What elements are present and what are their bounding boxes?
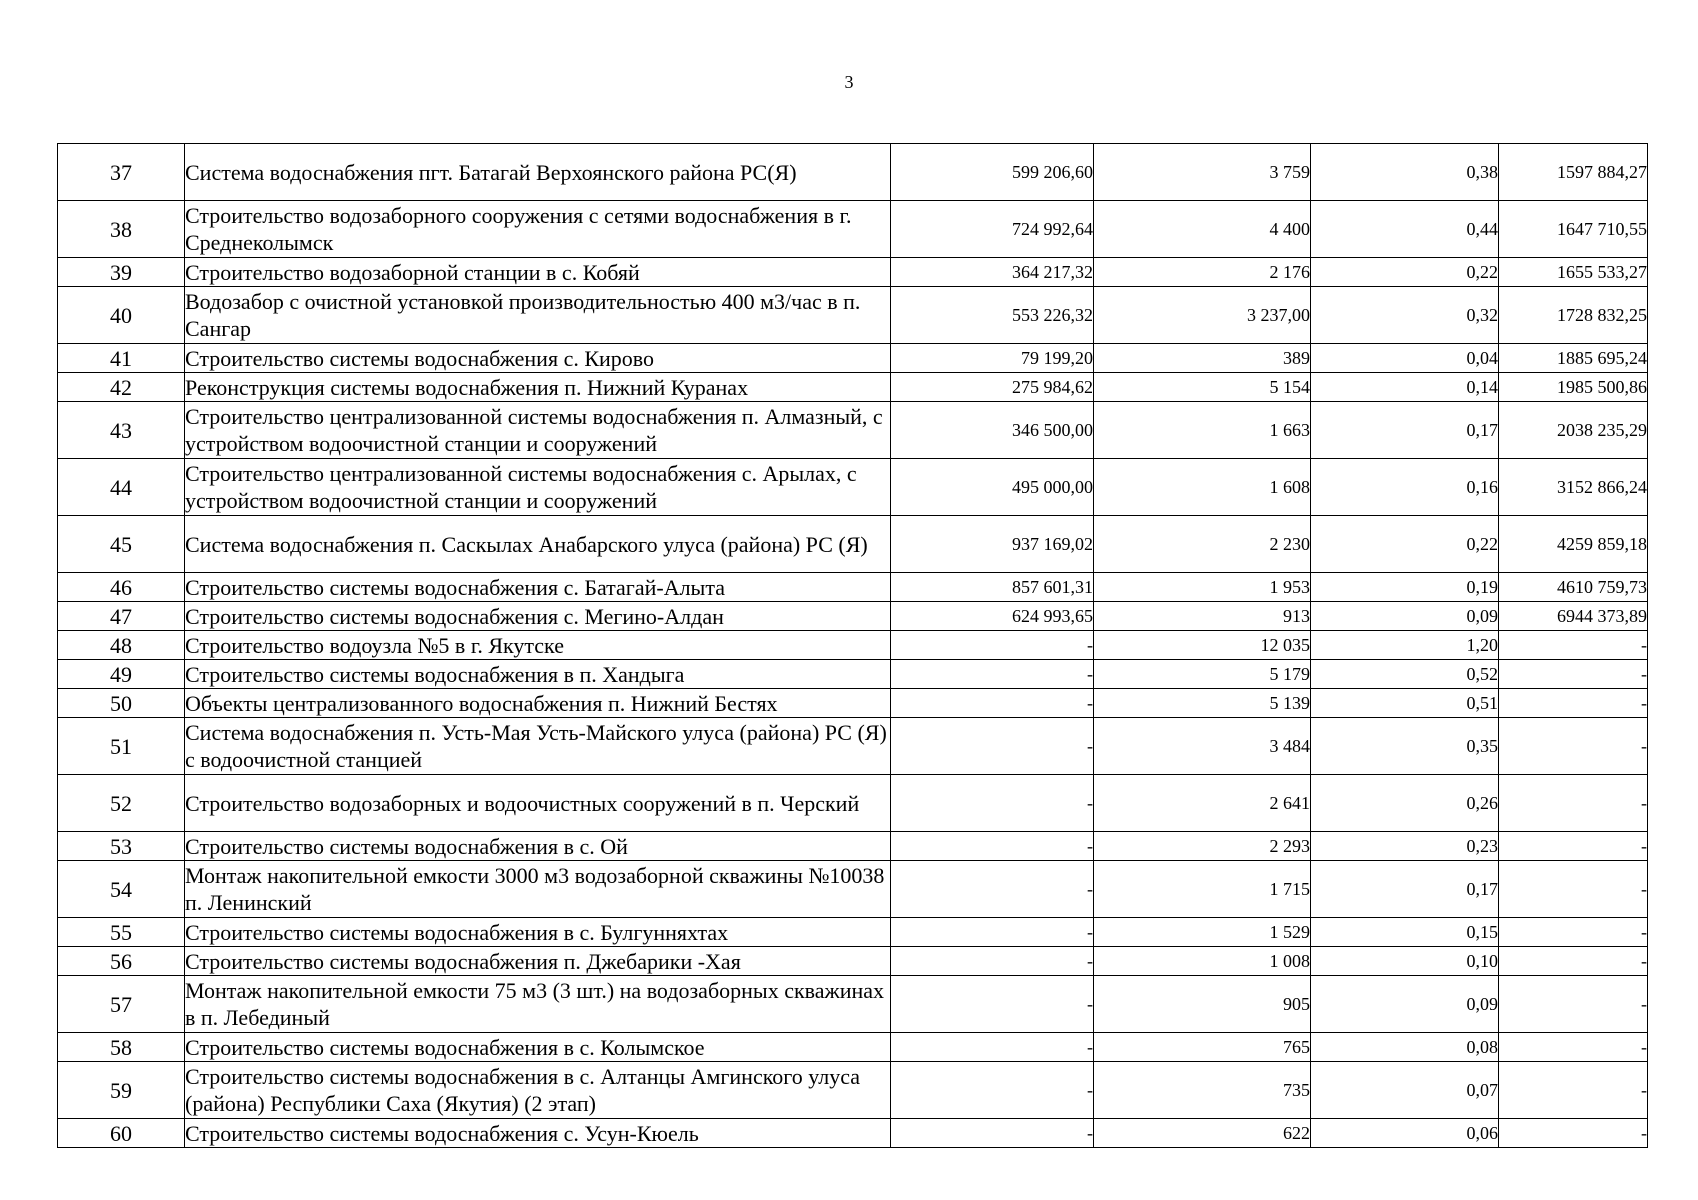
object-name-cell: Строительство централизованной системы водоснабжения с. Арылах, с устройством водоочистной станции и сооружений bbox=[185, 459, 891, 516]
table-row bbox=[58, 516, 1648, 573]
object-name-cell: Строительство системы водоснабжения с. Батагай-Алыта bbox=[185, 573, 891, 602]
value-3-cell: 0,23 bbox=[1311, 832, 1499, 861]
table-row bbox=[58, 258, 1648, 287]
row-number-cell: 42 bbox=[58, 373, 185, 402]
table-row bbox=[58, 832, 1648, 861]
object-name-cell: Строительство водозаборного сооружения с сетями водоснабжения в г. Среднеколымск bbox=[185, 201, 891, 258]
value-2-cell: 2 176 bbox=[1094, 258, 1311, 287]
value-1-cell: - bbox=[891, 1033, 1094, 1062]
value-2-cell: 5 179 bbox=[1094, 660, 1311, 689]
value-3-cell: 0,15 bbox=[1311, 918, 1499, 947]
row-number-cell: 39 bbox=[58, 258, 185, 287]
row-number-cell: 54 bbox=[58, 861, 185, 918]
row-number-cell: 44 bbox=[58, 459, 185, 516]
row-number-cell: 59 bbox=[58, 1062, 185, 1119]
value-3-cell: 0,51 bbox=[1311, 689, 1499, 718]
value-1-cell: 599 206,60 bbox=[891, 144, 1094, 201]
row-number-cell: 56 bbox=[58, 947, 185, 976]
value-1-cell: 495 000,00 bbox=[891, 459, 1094, 516]
value-3-cell: 0,16 bbox=[1311, 459, 1499, 516]
row-number-cell: 47 bbox=[58, 602, 185, 631]
value-3-cell: 0,35 bbox=[1311, 718, 1499, 775]
value-4-cell: - bbox=[1499, 631, 1648, 660]
value-4-cell: 1655 533,27 bbox=[1499, 258, 1648, 287]
value-4-cell: - bbox=[1499, 1062, 1648, 1119]
value-2-cell: 1 608 bbox=[1094, 459, 1311, 516]
value-2-cell: 3 759 bbox=[1094, 144, 1311, 201]
row-number-cell: 57 bbox=[58, 976, 185, 1033]
value-4-cell: - bbox=[1499, 689, 1648, 718]
value-2-cell: 5 154 bbox=[1094, 373, 1311, 402]
value-4-cell: - bbox=[1499, 1119, 1648, 1148]
value-4-cell: - bbox=[1499, 947, 1648, 976]
value-3-cell: 0,22 bbox=[1311, 258, 1499, 287]
object-name-cell: Строительство системы водоснабжения в п. Хандыга bbox=[185, 660, 891, 689]
row-number-cell: 60 bbox=[58, 1119, 185, 1148]
table-row bbox=[58, 602, 1648, 631]
value-2-cell: 5 139 bbox=[1094, 689, 1311, 718]
table-row bbox=[58, 861, 1648, 918]
value-4-cell: 1647 710,55 bbox=[1499, 201, 1648, 258]
object-name-cell: Система водоснабжения пгт. Батагай Верхоянского района РС(Я) bbox=[185, 144, 891, 201]
value-4-cell: 6944 373,89 bbox=[1499, 602, 1648, 631]
value-2-cell: 1 663 bbox=[1094, 402, 1311, 459]
value-3-cell: 1,20 bbox=[1311, 631, 1499, 660]
value-3-cell: 0,09 bbox=[1311, 602, 1499, 631]
table-row bbox=[58, 344, 1648, 373]
value-2-cell: 1 008 bbox=[1094, 947, 1311, 976]
row-number-cell: 41 bbox=[58, 344, 185, 373]
value-3-cell: 0,19 bbox=[1311, 573, 1499, 602]
table-row bbox=[58, 144, 1648, 201]
object-name-cell: Строительство системы водоснабжения в с. Алтанцы Амгинского улуса (района) Республики Саха (Якутия) (2 этап) bbox=[185, 1062, 891, 1119]
row-number-cell: 53 bbox=[58, 832, 185, 861]
object-name-cell: Строительство водозаборной станции в с. Кобяй bbox=[185, 258, 891, 287]
value-1-cell: 624 993,65 bbox=[891, 602, 1094, 631]
object-name-cell: Водозабор с очистной установкой производительностью 400 м3/час в п. Сангар bbox=[185, 287, 891, 344]
value-2-cell: 2 293 bbox=[1094, 832, 1311, 861]
table-row bbox=[58, 1119, 1648, 1148]
object-name-cell: Система водоснабжения п. Усть-Мая Усть-Майского улуса (района) РС (Я) с водоочистной станцией bbox=[185, 718, 891, 775]
table-row bbox=[58, 775, 1648, 832]
value-4-cell: - bbox=[1499, 976, 1648, 1033]
value-1-cell: - bbox=[891, 718, 1094, 775]
object-name-cell: Строительство системы водоснабжения в с. Ой bbox=[185, 832, 891, 861]
value-4-cell: 3152 866,24 bbox=[1499, 459, 1648, 516]
value-2-cell: 913 bbox=[1094, 602, 1311, 631]
value-2-cell: 1 715 bbox=[1094, 861, 1311, 918]
value-2-cell: 905 bbox=[1094, 976, 1311, 1033]
value-1-cell: 857 601,31 bbox=[891, 573, 1094, 602]
object-name-cell: Реконструкция системы водоснабжения п. Нижний Куранах bbox=[185, 373, 891, 402]
value-1-cell: - bbox=[891, 660, 1094, 689]
value-4-cell: - bbox=[1499, 861, 1648, 918]
row-number-cell: 46 bbox=[58, 573, 185, 602]
value-3-cell: 0,38 bbox=[1311, 144, 1499, 201]
object-name-cell: Строительство системы водоснабжения с. Усун-Кюель bbox=[185, 1119, 891, 1148]
row-number-cell: 45 bbox=[58, 516, 185, 573]
value-1-cell: 724 992,64 bbox=[891, 201, 1094, 258]
value-4-cell: - bbox=[1499, 918, 1648, 947]
value-3-cell: 0,08 bbox=[1311, 1033, 1499, 1062]
row-number-cell: 50 bbox=[58, 689, 185, 718]
value-3-cell: 0,14 bbox=[1311, 373, 1499, 402]
value-4-cell: - bbox=[1499, 1033, 1648, 1062]
value-3-cell: 0,32 bbox=[1311, 287, 1499, 344]
object-name-cell: Строительство системы водоснабжения с. Кирово bbox=[185, 344, 891, 373]
value-4-cell: 1597 884,27 bbox=[1499, 144, 1648, 201]
table-row bbox=[58, 573, 1648, 602]
value-4-cell: 4259 859,18 bbox=[1499, 516, 1648, 573]
value-2-cell: 2 230 bbox=[1094, 516, 1311, 573]
value-2-cell: 3 484 bbox=[1094, 718, 1311, 775]
object-name-cell: Система водоснабжения п. Саскылах Анабарского улуса (района) РС (Я) bbox=[185, 516, 891, 573]
table-row bbox=[58, 1062, 1648, 1119]
object-name-cell: Строительство системы водоснабжения в с. Булгунняхтах bbox=[185, 918, 891, 947]
value-4-cell: - bbox=[1499, 832, 1648, 861]
table-row bbox=[58, 287, 1648, 344]
table-row bbox=[58, 976, 1648, 1033]
value-3-cell: 0,44 bbox=[1311, 201, 1499, 258]
value-4-cell: 4610 759,73 bbox=[1499, 573, 1648, 602]
value-1-cell: - bbox=[891, 947, 1094, 976]
value-1-cell: - bbox=[891, 1062, 1094, 1119]
value-1-cell: - bbox=[891, 775, 1094, 832]
value-4-cell: 1728 832,25 bbox=[1499, 287, 1648, 344]
value-4-cell: 2038 235,29 bbox=[1499, 402, 1648, 459]
table-row bbox=[58, 947, 1648, 976]
value-1-cell: 275 984,62 bbox=[891, 373, 1094, 402]
table-row bbox=[58, 201, 1648, 258]
row-number-cell: 51 bbox=[58, 718, 185, 775]
objects-table bbox=[57, 143, 1648, 1148]
value-1-cell: 346 500,00 bbox=[891, 402, 1094, 459]
value-2-cell: 1 529 bbox=[1094, 918, 1311, 947]
object-name-cell: Строительство централизованной системы водоснабжения п. Алмазный, с устройством водоочистной станции и сооружений bbox=[185, 402, 891, 459]
value-1-cell: - bbox=[891, 689, 1094, 718]
value-1-cell: - bbox=[891, 976, 1094, 1033]
value-2-cell: 12 035 bbox=[1094, 631, 1311, 660]
value-4-cell: 1885 695,24 bbox=[1499, 344, 1648, 373]
object-name-cell: Объекты централизованного водоснабжения п. Нижний Бестях bbox=[185, 689, 891, 718]
value-4-cell: - bbox=[1499, 718, 1648, 775]
object-name-cell: Строительство водоузла №5 в г. Якутске bbox=[185, 631, 891, 660]
value-4-cell: 1985 500,86 bbox=[1499, 373, 1648, 402]
row-number-cell: 49 bbox=[58, 660, 185, 689]
value-4-cell: - bbox=[1499, 775, 1648, 832]
value-1-cell: - bbox=[891, 918, 1094, 947]
row-number-cell: 58 bbox=[58, 1033, 185, 1062]
table-row bbox=[58, 402, 1648, 459]
value-2-cell: 2 641 bbox=[1094, 775, 1311, 832]
table-row bbox=[58, 373, 1648, 402]
value-3-cell: 0,52 bbox=[1311, 660, 1499, 689]
table-row bbox=[58, 459, 1648, 516]
row-number-cell: 37 bbox=[58, 144, 185, 201]
table-row bbox=[58, 689, 1648, 718]
value-1-cell: 937 169,02 bbox=[891, 516, 1094, 573]
value-3-cell: 0,17 bbox=[1311, 861, 1499, 918]
object-name-cell: Монтаж накопительной емкости 3000 м3 водозаборной скважины №10038 п. Ленинский bbox=[185, 861, 891, 918]
object-name-cell: Строительство системы водоснабжения с. Мегино-Алдан bbox=[185, 602, 891, 631]
row-number-cell: 38 bbox=[58, 201, 185, 258]
value-4-cell: - bbox=[1499, 660, 1648, 689]
row-number-cell: 52 bbox=[58, 775, 185, 832]
value-2-cell: 735 bbox=[1094, 1062, 1311, 1119]
table-row bbox=[58, 918, 1648, 947]
value-2-cell: 622 bbox=[1094, 1119, 1311, 1148]
value-2-cell: 1 953 bbox=[1094, 573, 1311, 602]
value-3-cell: 0,09 bbox=[1311, 976, 1499, 1033]
value-3-cell: 0,17 bbox=[1311, 402, 1499, 459]
row-number-cell: 40 bbox=[58, 287, 185, 344]
value-1-cell: 553 226,32 bbox=[891, 287, 1094, 344]
object-name-cell: Строительство системы водоснабжения в с. Колымское bbox=[185, 1033, 891, 1062]
table-row bbox=[58, 631, 1648, 660]
row-number-cell: 55 bbox=[58, 918, 185, 947]
row-number-cell: 48 bbox=[58, 631, 185, 660]
row-number-cell: 43 bbox=[58, 402, 185, 459]
value-1-cell: - bbox=[891, 631, 1094, 660]
object-name-cell: Строительство системы водоснабжения п. Джебарики -Хая bbox=[185, 947, 891, 976]
value-3-cell: 0,10 bbox=[1311, 947, 1499, 976]
table-row bbox=[58, 718, 1648, 775]
value-2-cell: 389 bbox=[1094, 344, 1311, 373]
object-name-cell: Строительство водозаборных и водоочистных сооружений в п. Черский bbox=[185, 775, 891, 832]
value-2-cell: 4 400 bbox=[1094, 201, 1311, 258]
value-3-cell: 0,26 bbox=[1311, 775, 1499, 832]
table-body bbox=[58, 144, 1648, 1148]
value-3-cell: 0,04 bbox=[1311, 344, 1499, 373]
object-name-cell: Монтаж накопительной емкости 75 м3 (3 шт.) на водозаборных скважинах в п. Лебединый bbox=[185, 976, 891, 1033]
value-1-cell: - bbox=[891, 861, 1094, 918]
value-2-cell: 3 237,00 bbox=[1094, 287, 1311, 344]
value-3-cell: 0,22 bbox=[1311, 516, 1499, 573]
table-row bbox=[58, 660, 1648, 689]
value-3-cell: 0,06 bbox=[1311, 1119, 1499, 1148]
value-1-cell: 79 199,20 bbox=[891, 344, 1094, 373]
table-row bbox=[58, 1033, 1648, 1062]
value-3-cell: 0,07 bbox=[1311, 1062, 1499, 1119]
value-1-cell: 364 217,32 bbox=[891, 258, 1094, 287]
value-1-cell: - bbox=[891, 1119, 1094, 1148]
page-number: 3 bbox=[844, 72, 854, 92]
value-2-cell: 765 bbox=[1094, 1033, 1311, 1062]
value-1-cell: - bbox=[891, 832, 1094, 861]
